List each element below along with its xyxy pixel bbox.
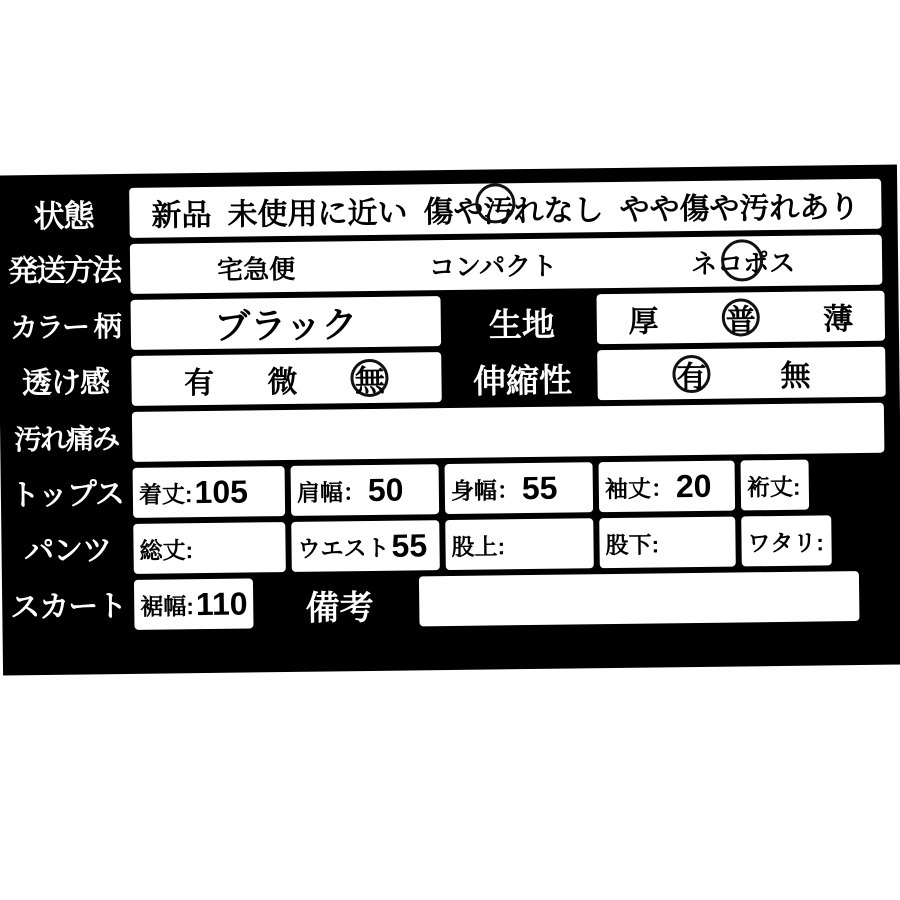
tops-field-katahaba-value: 50 (367, 471, 404, 508)
tops-field-yukitake[interactable] (741, 460, 809, 511)
sheer-option-1[interactable]: 微 (267, 365, 298, 400)
tops-field-kitake-key: 着丈: (138, 480, 193, 508)
condition-option-3[interactable]: やや傷や汚れあり (619, 190, 860, 227)
condition-option-2-text: 傷や汚れなし (423, 194, 604, 230)
pants-field-soutake[interactable] (133, 522, 286, 574)
pants-field-watari[interactable] (741, 515, 832, 566)
stretch-options[interactable] (597, 347, 886, 401)
measurement-label-block (0, 165, 900, 676)
row-sheer (0, 347, 900, 412)
row-tops (1, 458, 900, 523)
row-color (0, 291, 899, 356)
stretch-option-0[interactable]: 有 (672, 355, 710, 393)
condition-option-2[interactable] (423, 185, 604, 231)
condition-option-0[interactable]: 新品 (151, 198, 212, 233)
row-condition-label: 状態 (33, 197, 94, 234)
selection-circle-shipping (721, 239, 764, 282)
stretch-label: 伸縮性 (472, 361, 573, 400)
pants-field-matashita-key: 股下: (605, 530, 660, 558)
color-value-field[interactable]: ブラック (131, 296, 442, 350)
pants-field-waist[interactable] (291, 520, 440, 572)
note-label: 備考 (305, 588, 374, 628)
tops-field-katahaba-key: 肩幅： (296, 478, 367, 506)
row-pants-label: パンツ (23, 534, 112, 569)
pants-field-matashita[interactable] (599, 517, 736, 569)
damage-value-field[interactable] (132, 403, 885, 462)
tops-field-mihaba-key: 身幅： (450, 476, 521, 504)
shipping-option-2[interactable] (691, 242, 795, 280)
pants-field-watari-key: ワタリ: (747, 528, 825, 556)
row-shipping-label: 発送方法 (7, 254, 121, 289)
skirt-field-susohaba[interactable] (134, 578, 254, 629)
shipping-option-0[interactable]: 宅急便 (216, 253, 296, 285)
pants-field-soutake-key: 総丈: (139, 536, 194, 564)
shipping-option-2-text: ネコポス (690, 247, 796, 279)
stretch-option-1[interactable]: 無 (780, 359, 811, 393)
tops-field-yukitake-key: 裄丈: (746, 473, 801, 500)
skirt-field-susohaba-key: 裾幅: (140, 592, 195, 620)
note-value-field[interactable] (419, 571, 860, 626)
pants-field-matagami-key: 股上: (451, 532, 506, 560)
tops-field-kitake-value: 105 (194, 472, 249, 510)
tops-field-kitake[interactable] (133, 466, 286, 518)
row-skirt (2, 570, 900, 635)
row-skirt-label: スカート (10, 589, 127, 625)
fabric-option-0[interactable]: 厚 (628, 305, 659, 339)
tops-field-katahaba[interactable] (291, 464, 440, 516)
tops-field-mihaba[interactable] (445, 462, 594, 514)
condition-options[interactable] (129, 179, 882, 238)
row-damage-label: 汚れ痛み (14, 423, 119, 456)
row-condition (0, 179, 898, 244)
tops-field-sodetake-key: 袖丈： (604, 474, 675, 502)
tops-field-sodetake-value: 20 (675, 467, 712, 504)
row-damage (0, 403, 900, 468)
fabric-options[interactable] (596, 291, 885, 345)
fabric-label: 生地 (488, 305, 556, 344)
sheer-options[interactable] (131, 352, 442, 406)
fabric-option-2[interactable]: 薄 (822, 303, 854, 337)
sheer-option-2[interactable]: 無 (351, 359, 389, 397)
row-tops-label: トップス (9, 477, 125, 513)
row-color-label: カラー 柄 (9, 311, 120, 344)
sheer-option-0[interactable]: 有 (183, 366, 215, 401)
pants-field-waist-value: 55 (391, 526, 428, 564)
pants-field-waist-key: ウエスト (297, 534, 390, 562)
row-pants (1, 514, 900, 579)
tops-field-mihaba-value: 55 (521, 469, 558, 506)
shipping-options[interactable] (130, 235, 883, 294)
tops-field-sodetake[interactable] (599, 461, 736, 513)
pants-field-matagami[interactable] (445, 518, 594, 570)
skirt-field-susohaba-value: 110 (195, 584, 248, 622)
condition-option-1[interactable]: 未使用に近い (227, 196, 408, 232)
row-shipping (0, 235, 898, 300)
fabric-option-1[interactable]: 普 (722, 298, 760, 336)
row-sheer-label: 透け感 (21, 366, 110, 401)
shipping-option-1[interactable]: コンパクト (428, 250, 558, 282)
